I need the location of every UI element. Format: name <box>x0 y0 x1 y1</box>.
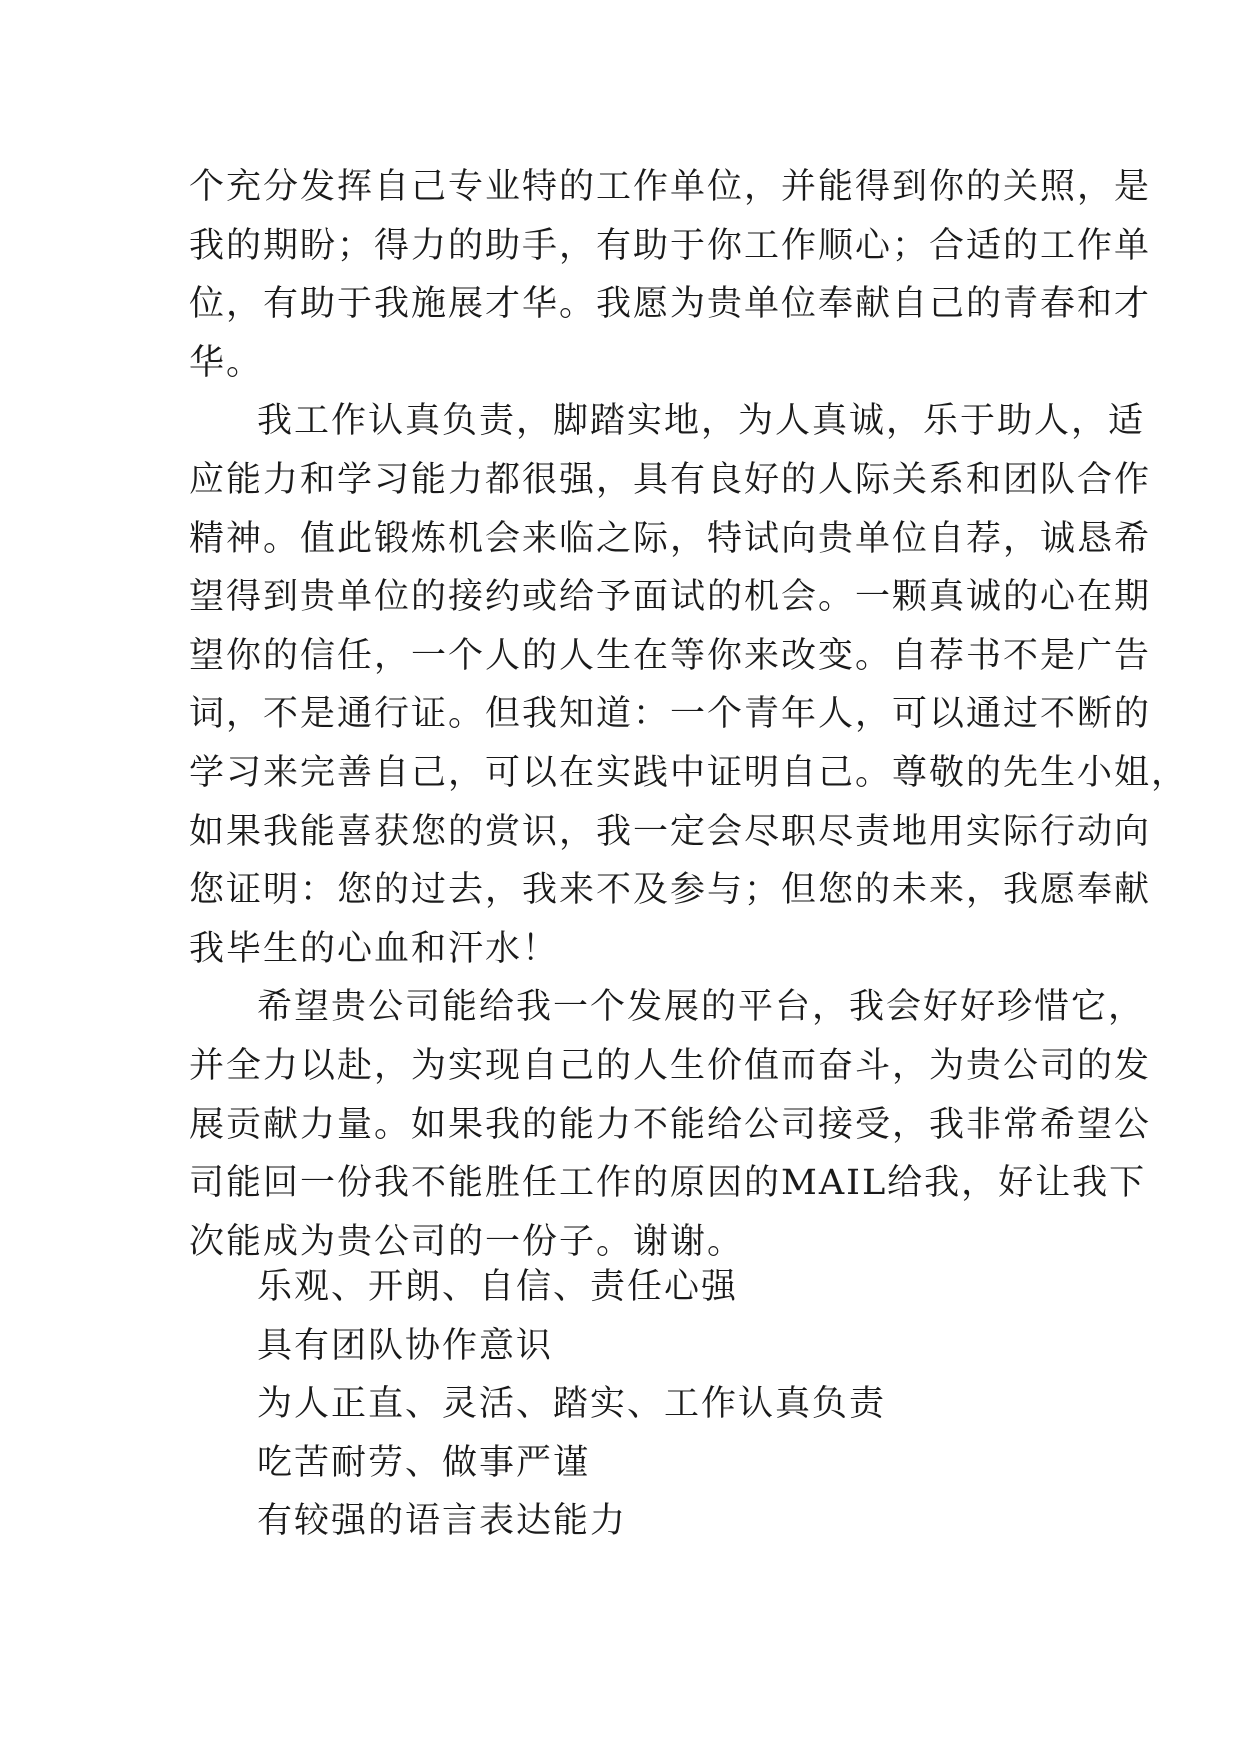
paragraph-2-line-6: 词，不是通行证。但我知道：一个青年人，可以通过不断的 <box>189 694 1152 735</box>
paragraph-2-line-2: 应能力和学习能力都很强，具有良好的人际关系和团队合作 <box>189 459 1152 500</box>
paragraph-3-line-2: 并全力以赴，为实现自己的人生价值而奋斗，为贵公司的发 <box>189 1045 1152 1086</box>
trait-item: 有较强的语言表达能力 <box>257 1501 628 1542</box>
paragraph-3-line-3: 展贡献力量。如果我的能力不能给公司接受，我非常希望公 <box>189 1104 1152 1145</box>
paragraph-3-line-5: 次能成为贵公司的一份子。谢谢。 <box>189 1221 745 1262</box>
paragraph-2-line-10: 我毕生的心血和汗水！ <box>189 928 560 969</box>
trait-list <box>257 1258 1057 1551</box>
trait-item: 乐观、开朗、自信、责任心强 <box>257 1267 739 1307</box>
paragraph-3-line-4: 司能回一份我不能胜任工作的原因的MAIL给我，好让我下 <box>189 1163 1147 1204</box>
paragraph-2-line-5: 望你的信任，一个人的人生在等你来改变。自荐书不是广告 <box>189 635 1152 676</box>
paragraph-1-line-1: 个充分发挥自己专业特的工作单位，并能得到你的关照，是 <box>189 167 1152 207</box>
trait-item: 为人正直、灵活、踏实、工作认真负责 <box>257 1384 887 1425</box>
paragraph-2-line-4: 望得到贵单位的接约或给予面试的机会。一颗真诚的心在期 <box>189 577 1152 618</box>
paragraph-1-line-4: 华。 <box>189 342 264 383</box>
paragraph-3-line-1: 希望贵公司能给我一个发展的平台，我会好好珍惜它， <box>257 987 1146 1028</box>
paragraph-1-line-2: 我的期盼；得力的助手，有助于你工作顺心；合适的工作单 <box>189 225 1152 266</box>
paragraph-2-line-8: 如果我能喜获您的赏识，我一定会尽职尽责地用实际行动向 <box>189 811 1152 852</box>
trait-item: 吃苦耐劳、做事严谨 <box>257 1442 591 1483</box>
paragraph-2-line-7: 学习来完善自己，可以在实践中证明自己。尊敬的先生小姐， <box>189 752 1189 793</box>
paragraph-2-line-3: 精神。值此锻炼机会来临之际，特试向贵单位自荐，诚恳希 <box>189 518 1152 559</box>
paragraph-2-line-9: 您证明：您的过去，我来不及参与；但您的未来，我愿奉献 <box>189 870 1152 911</box>
letter-body <box>189 158 1189 1271</box>
paragraph-1-line-3: 位，有助于我施展才华。我愿为贵单位奉献自己的青春和才 <box>189 284 1152 325</box>
trait-item: 具有团队协作意识 <box>257 1325 554 1366</box>
paragraph-2-line-1: 我工作认真负责，脚踏实地，为人真诚，乐于助人，适 <box>257 401 1146 442</box>
